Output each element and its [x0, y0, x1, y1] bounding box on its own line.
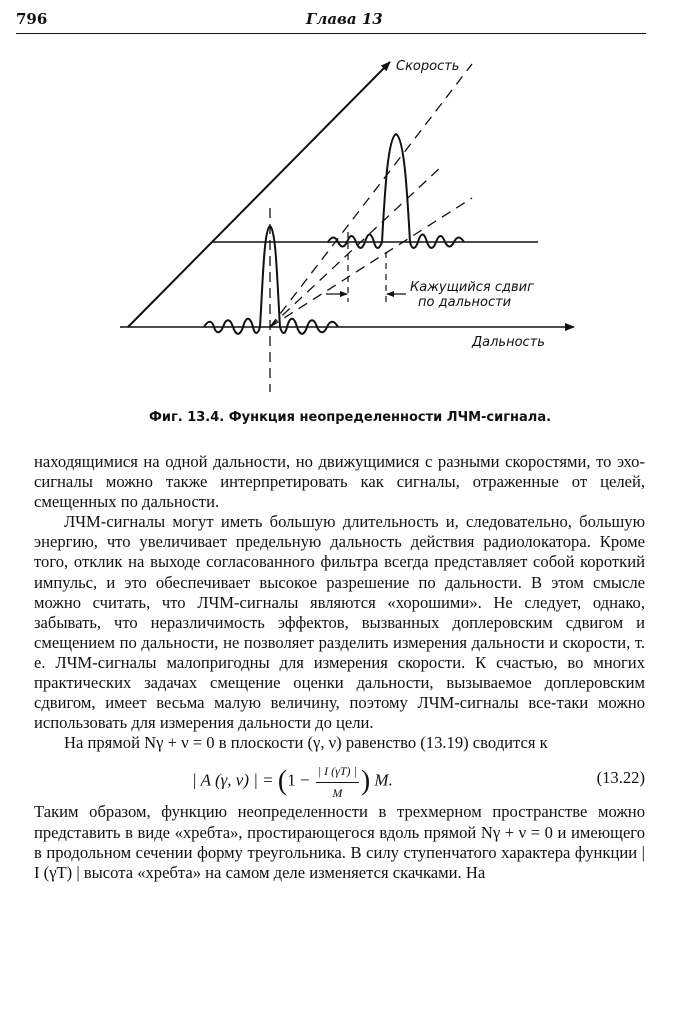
page-header: [16, 10, 646, 34]
velocity-axis-label: Скорость: [396, 59, 460, 74]
equation-formula: [192, 761, 393, 802]
fraction-denominator: M: [332, 785, 343, 800]
moving-target-pulse: [328, 134, 464, 248]
equation-number: (13.22): [596, 768, 645, 788]
equation-13-22: [34, 758, 645, 798]
figure-diagram: [100, 48, 600, 400]
paragraph-lfm-signals: ЛЧМ-сигналы могут иметь большую длительность и, следовательно, большую энергию, что увеличивает предельную дальность действия радиолокатора. Кроме того, отклик на выходе согласованного фильтра всегда представляет собой короткий импульс, и это обеспечивает высокое разрешение по дальности. В этом смысле можно считать, что ЛЧМ-сигналы являются «хорошими». Не следует, однако, забывать, что неразличимость эффектов, вызванных доплеровским сдвигом и смещением по дальности, не позволяет разделить измерения дальности и скорости, т. е. ЛЧМ-сигналы малопригодны для измерения скорости. К счастью, во многих практических задачах смещение оценки дальности, вызываемое доплеровским сдвигом, имеет весьма малую величину, поэтому ЛЧМ-сигналы все-таки можно использовать для измерения дальности до цели.: [34, 512, 645, 733]
ambiguity-figure: [100, 48, 600, 400]
velocity-axis: [128, 62, 390, 327]
open-paren: (: [277, 765, 288, 797]
fraction-numerator: | I (γT) |: [316, 761, 359, 782]
equation-fraction: [316, 761, 359, 802]
body-text: [34, 452, 645, 883]
paragraph-ridge: Таким образом, функцию неопределенности в трехмерном пространстве можно представить в виде «хребта», простирающегося вдоль прямой Nγ + ν = 0 и имеющего в продольном сечении форму треугольника. В силу ступенчатого характера функции | I (γT) | высота «хребта» на самом деле изменяется скачками. На: [34, 802, 645, 882]
range-axis-label: Дальность: [472, 335, 545, 350]
figure-caption: Фиг. 13.4. Функция неопределенности ЛЧМ-сигнала.: [148, 410, 552, 425]
paragraph-continued: находящимися на одной дальности, но движущимися с разными скоростями, то эхо-сигналы можно также интерпретировать как сигналы, отраженные от целей, смещенных по дальности.: [34, 452, 645, 512]
chapter-title: Глава 13: [306, 10, 383, 28]
shift-label-line1: Кажущийся сдвиг: [410, 280, 534, 295]
equation-one-minus: 1 −: [287, 770, 310, 790]
header-rule: [16, 33, 646, 34]
page-number: 796: [16, 10, 48, 28]
close-paren: ): [360, 765, 371, 797]
shift-label-line2: по дальности: [418, 295, 512, 310]
paragraph-equation-intro: На прямой Nγ + ν = 0 в плоскости (γ, ν) равенство (13.19) сводится к: [64, 733, 548, 753]
equation-rhs: M.: [374, 770, 393, 790]
equation-lhs: | A (γ, ν) | =: [192, 770, 274, 790]
